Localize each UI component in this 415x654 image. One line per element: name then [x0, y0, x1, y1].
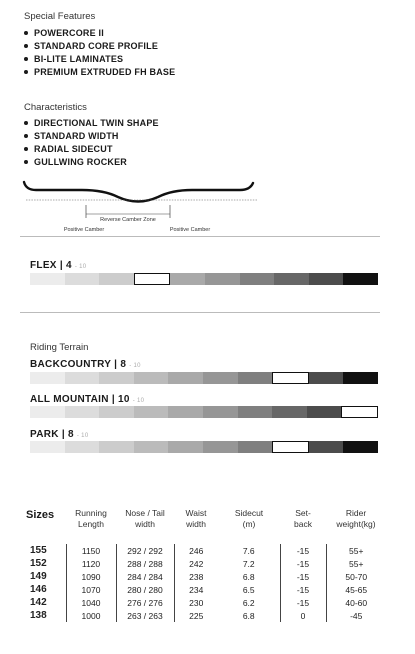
- table-cell: 6.8: [242, 571, 255, 582]
- table-cell: 292 / 292: [116, 544, 174, 557]
- bullet-icon: [24, 147, 28, 151]
- scale-segment: [170, 273, 205, 285]
- column-header: Sidecut (m): [234, 508, 264, 529]
- table-row: [26, 609, 386, 622]
- table-cell: 7.2: [242, 558, 255, 569]
- scale-segment: [134, 406, 169, 418]
- characteristics-list: [24, 116, 159, 168]
- scale-segment: [168, 372, 203, 384]
- scale-segment: [309, 372, 344, 384]
- table-cell: 138: [30, 610, 47, 621]
- characteristics-title: Characteristics: [24, 102, 87, 113]
- scale-segment: [272, 406, 307, 418]
- characteristic-item: GULLWING ROCKER: [24, 155, 159, 168]
- table-cell: 280 / 280: [116, 583, 174, 596]
- all-mountain-label: ALL MOUNTAIN | 10: [30, 394, 130, 405]
- bullet-icon: [24, 70, 28, 74]
- table-cell: 1070: [66, 583, 116, 596]
- scale-segment: [168, 406, 203, 418]
- riding-terrain-title: Riding Terrain: [30, 342, 89, 353]
- scale-segment: [203, 406, 238, 418]
- scale-segment: [309, 273, 344, 285]
- special-features-title: Special Features: [24, 11, 96, 22]
- flex-heading: [30, 260, 86, 271]
- table-cell: -15: [280, 596, 326, 609]
- size-spec-table: [26, 508, 386, 622]
- feature-item: PREMIUM EXTRUDED FH BASE: [24, 65, 175, 78]
- table-row: [26, 596, 386, 609]
- backcountry-max-label: - 10: [129, 363, 141, 369]
- table-row: [26, 557, 386, 570]
- scale-segment: [65, 372, 100, 384]
- scale-segment: [343, 441, 378, 453]
- table-cell: -45: [326, 609, 386, 622]
- table-cell: -15: [280, 544, 326, 557]
- scale-segment: [65, 406, 100, 418]
- column-header: Nose / Tail width: [125, 508, 165, 529]
- scale-segment: [99, 441, 134, 453]
- scale-segment: [30, 372, 65, 384]
- table-cell: 246: [174, 544, 218, 557]
- characteristic-item: RADIAL SIDECUT: [24, 142, 159, 155]
- scale-segment: [65, 441, 100, 453]
- backcountry-scale: [30, 372, 378, 384]
- scale-segment: [238, 372, 273, 384]
- table-cell: 230: [174, 596, 218, 609]
- table-cell: 242: [174, 557, 218, 570]
- column-header: Waist width: [185, 508, 207, 529]
- scale-segment: [343, 372, 378, 384]
- all-mountain-max-label: - 10: [132, 398, 145, 404]
- feature-item: STANDARD CORE PROFILE: [24, 39, 175, 52]
- divider: [20, 236, 380, 237]
- table-cell: 1120: [66, 557, 116, 570]
- table-cell: 0: [280, 609, 326, 622]
- column-header: Sizes: [26, 509, 55, 521]
- flex-max-label: - 10: [74, 264, 87, 270]
- scale-segment: [30, 273, 65, 285]
- table-cell: 40-60: [326, 596, 386, 609]
- divider: [20, 312, 380, 313]
- scale-segment-selected: [341, 406, 378, 418]
- all-mountain-scale: [30, 406, 378, 418]
- reverse-camber-label: Reverse Camber Zone: [100, 217, 156, 223]
- scale-segment: [99, 372, 134, 384]
- table-cell: 55+: [326, 557, 386, 570]
- feature-item: POWERCORE II: [24, 26, 175, 39]
- table-cell: 1040: [66, 596, 116, 609]
- characteristic-item: DIRECTIONAL TWIN SHAPE: [24, 116, 159, 129]
- scale-segment: [134, 372, 169, 384]
- table-cell: 1090: [66, 570, 116, 583]
- board-profile-line: [24, 182, 253, 202]
- scale-segment-selected: [272, 441, 309, 453]
- table-cell: 6.5: [242, 584, 255, 595]
- table-row: [26, 583, 386, 596]
- scale-segment-selected: [272, 372, 309, 384]
- table-cell: 146: [30, 584, 47, 595]
- scale-segment: [30, 406, 65, 418]
- table-row: [26, 570, 386, 583]
- backcountry-heading: [30, 359, 141, 370]
- park-label: PARK | 8: [30, 429, 74, 440]
- scale-segment: [343, 273, 378, 285]
- table-cell: 155: [30, 545, 47, 556]
- table-cell: 6.8: [242, 610, 255, 621]
- bullet-icon: [24, 31, 28, 35]
- flex-scale: [30, 273, 378, 285]
- positive-camber-left-label: Positive Camber: [63, 227, 105, 233]
- table-cell: 288 / 288: [116, 557, 174, 570]
- special-features-list: [24, 26, 175, 78]
- table-cell: -15: [280, 557, 326, 570]
- backcountry-label: BACKCOUNTRY | 8: [30, 359, 127, 370]
- scale-segment: [274, 273, 309, 285]
- scale-segment: [134, 441, 169, 453]
- table-cell: 234: [174, 583, 218, 596]
- table-cell: 238: [174, 570, 218, 583]
- scale-segment: [309, 441, 344, 453]
- scale-segment: [205, 273, 240, 285]
- park-scale: [30, 441, 378, 453]
- scale-segment: [99, 406, 134, 418]
- table-cell: 45-65: [326, 583, 386, 596]
- scale-segment: [203, 441, 238, 453]
- table-cell: 1000: [66, 609, 116, 622]
- scale-segment: [307, 406, 342, 418]
- park-max-label: - 10: [76, 433, 89, 439]
- scale-segment: [168, 441, 203, 453]
- bullet-icon: [24, 57, 28, 61]
- table-cell: 50-70: [326, 570, 386, 583]
- bullet-icon: [24, 134, 28, 138]
- feature-item: BI-LITE LAMINATES: [24, 52, 175, 65]
- column-header: Rider weight(kg): [336, 508, 376, 529]
- scale-segment: [99, 273, 134, 285]
- table-cell: 7.6: [242, 545, 255, 556]
- table-cell: 55+: [326, 544, 386, 557]
- table-cell: 1150: [66, 544, 116, 557]
- scale-segment-selected: [134, 273, 171, 285]
- scale-segment: [240, 273, 275, 285]
- bullet-icon: [24, 44, 28, 48]
- table-cell: 263 / 263: [116, 609, 174, 622]
- scale-segment: [65, 273, 100, 285]
- table-cell: 149: [30, 571, 47, 582]
- positive-camber-right-label: Positive Camber: [169, 227, 211, 233]
- table-cell: 152: [30, 558, 47, 569]
- column-header: Running Length: [75, 508, 107, 529]
- table-header-row: [26, 508, 386, 544]
- table-cell: 225: [174, 609, 218, 622]
- scale-segment: [203, 372, 238, 384]
- table-cell: -15: [280, 583, 326, 596]
- column-header: Set- back: [294, 508, 312, 529]
- characteristic-item: STANDARD WIDTH: [24, 129, 159, 142]
- bullet-icon: [24, 160, 28, 164]
- flex-label: FLEX | 4: [30, 260, 72, 271]
- table-cell: 284 / 284: [116, 570, 174, 583]
- park-heading: [30, 429, 88, 440]
- table-cell: 276 / 276: [116, 596, 174, 609]
- table-cell: -15: [280, 570, 326, 583]
- all-mountain-heading: [30, 394, 144, 405]
- table-cell: 142: [30, 597, 47, 608]
- scale-segment: [30, 441, 65, 453]
- scale-segment: [238, 406, 273, 418]
- table-row: [26, 544, 386, 557]
- scale-segment: [238, 441, 273, 453]
- bullet-icon: [24, 121, 28, 125]
- table-cell: 6.2: [242, 597, 255, 608]
